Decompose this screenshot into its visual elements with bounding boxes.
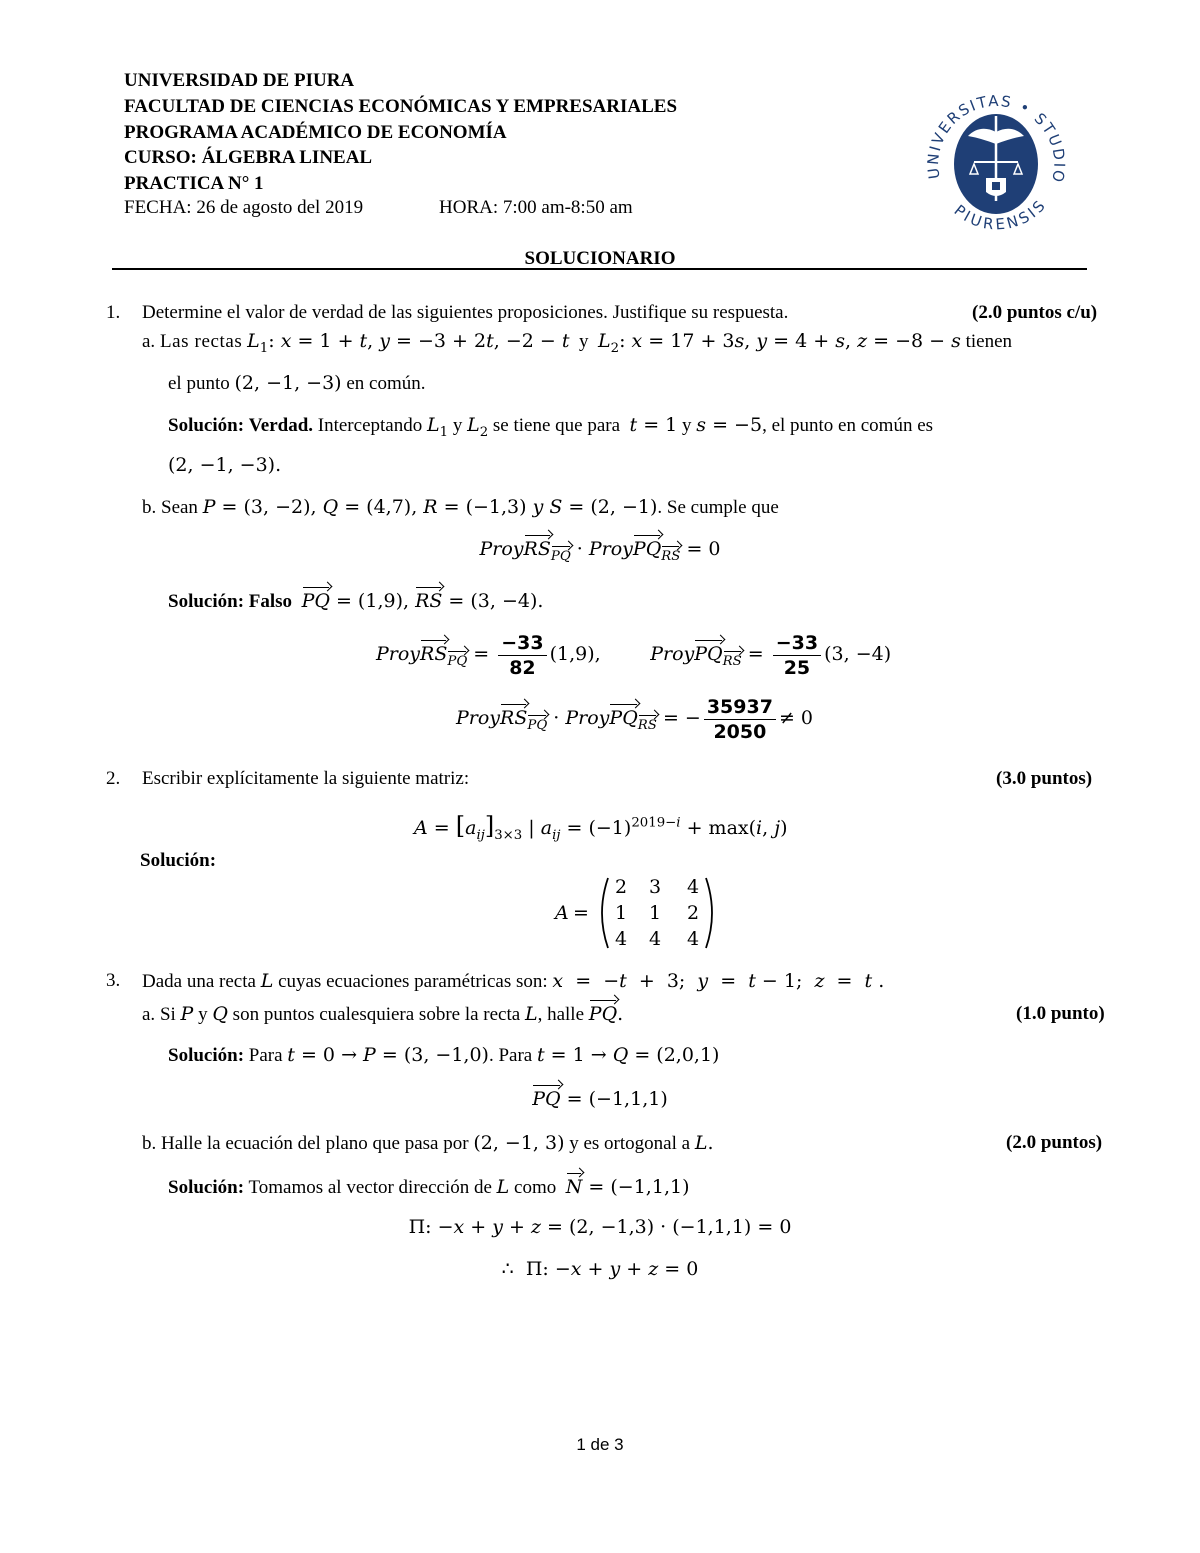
header-time: HORA: 7:00 am-8:50 am [439, 197, 633, 218]
seal-graphic [918, 66, 1068, 246]
header-program: PROGRAMA ACADÉMICO DE ECONOMÍA [124, 122, 507, 143]
q3a-label: a. [142, 1004, 156, 1025]
university-seal [918, 66, 1068, 246]
matrix-cell: 2 [615, 876, 628, 898]
matrix-cell: 4 [649, 928, 662, 950]
q1b-label: b. [142, 497, 157, 518]
q1b-line: b. Sean P = (3, −2), Q = (4,7), R = (−1,3) y S = (2, −1). Se cumple que [142, 496, 779, 518]
matrix-cell: 4 [687, 928, 700, 950]
q1-number: 1. [106, 302, 121, 323]
matrix-cell: 3 [649, 876, 662, 898]
q3b-label: b. [142, 1133, 157, 1154]
svg-text:PIURENSIS: PIURENSIS [950, 195, 1051, 234]
document-title: SOLUCIONARIO [524, 248, 676, 269]
q2-statement: Escribir explícitamente la siguiente matriz: [142, 768, 470, 789]
q2-points: (3.0 puntos) [996, 768, 1093, 789]
q1-statement: Determine el valor de verdad de las siguientes proposiciones. Justifique su respuesta. [142, 302, 789, 323]
q1a-solution-point: (2, −1, −3). [168, 454, 282, 476]
q3a-result: PQ = (−1,1,1) [532, 1088, 668, 1110]
q3b-solution: Solución: Tomamos al vector dirección de L como N = (−1,1,1) [168, 1176, 690, 1198]
q1a-solution: Solución: Verdad. Interceptando $L_1$ y $L_2$ se tiene que para t = 1 y s = −5, el punto en común es [168, 414, 934, 440]
q1a-label: a. [142, 331, 156, 352]
matrix-cell: 1 [615, 902, 628, 924]
q1-points: (2.0 puntos c/u) [972, 302, 1098, 323]
page-number: 1 de 3 [576, 1435, 624, 1454]
q1b-product: ProyRS$_{PQ}$ · ProyPQ$_{RS}$ = − $\frac{35937}{2050}$ ≠ 0 [456, 696, 813, 743]
matrix-cell: 2 [687, 902, 700, 924]
q2-definition: $A = [a_{ij}]_{3\times 3}$ | $a_{ij} = (-1)^{2019-i} + \max(i$, j) [414, 812, 788, 843]
q3b-plane-eq: Π: −x + y + z = (2, −1,3) · (−1,1,1) = 0 [408, 1216, 792, 1238]
matrix-cell: 4 [615, 928, 628, 950]
matrix-cell: 4 [687, 876, 700, 898]
q1a-text: Las rectas [159, 331, 243, 352]
header-practice: PRACTICA N° 1 [124, 173, 264, 194]
header-date: FECHA: 26 de agosto del 2019 [124, 197, 364, 218]
q1b-solution: Solución: Falso PQ = (1,9), RS = (3, −4). [168, 590, 544, 612]
q2-solution-label: Solución: [140, 850, 217, 871]
matrix-cell: 1 [649, 902, 662, 924]
q3-number: 3. [106, 970, 121, 991]
svg-text:UNIVERSITAS • STUDIORUM: UNIVERSITAS • STUDIO [924, 91, 1068, 186]
q3-statement: Dada una recta L cuyas ecuaciones paramétricas son: x = −t + 3; y = t − 1; z = t . [142, 970, 885, 992]
q1b-claim: ProyRS$_{PQ}$ · ProyPQ$_{RS}$ = 0 [479, 538, 721, 564]
matrix-right-paren [703, 876, 719, 950]
q2-number: 2. [106, 768, 121, 789]
q3a-line: a. Si P y Q son puntos cualesquiera sobre la recta L, halle PQ. [142, 1003, 624, 1025]
q3b-points: (2.0 puntos) [1006, 1132, 1103, 1153]
q1a-line2: el punto (2, −1, −3) en común. [168, 372, 426, 394]
q3a-points: (1.0 punto) [1016, 1003, 1105, 1024]
title-rule [112, 268, 1087, 270]
q1a-line: a. Las rectas $L_1$: x = 1 + t, y = −3 + 2t, −2 − t y $L_2$: x = 17 + 3s, y = 4 + s, z = −8 − s tienen [142, 330, 1013, 356]
q1b-projections: ProyRS$_{PQ}$ = $\frac{-33}{82}$ (1,9), ProyPQ$_{RS}$ = $\frac{-33}{25}$ (3, −4) [376, 632, 892, 679]
q3a-solution: Solución: Para t = 0 → P = (3, −1,0). Para t = 1 → Q = (2,0,1) [168, 1044, 720, 1066]
header-faculty: FACULTAD DE CIENCIAS ECONÓMICAS Y EMPRESARIALES [124, 96, 678, 117]
q3b-line: b. Halle la ecuación del plano que pasa por (2, −1, 3) y es ortogonal a L. [142, 1132, 714, 1154]
q2-matrix: A = 2 3 4 1 1 2 4 4 4 [555, 874, 725, 952]
matrix-left-paren [595, 876, 611, 950]
q3b-plane-result: ∴ Π: −x + y + z = 0 [501, 1258, 699, 1280]
header-university: UNIVERSIDAD DE PIURA [124, 70, 355, 91]
header-course: CURSO: ÁLGEBRA LINEAL [124, 147, 373, 168]
